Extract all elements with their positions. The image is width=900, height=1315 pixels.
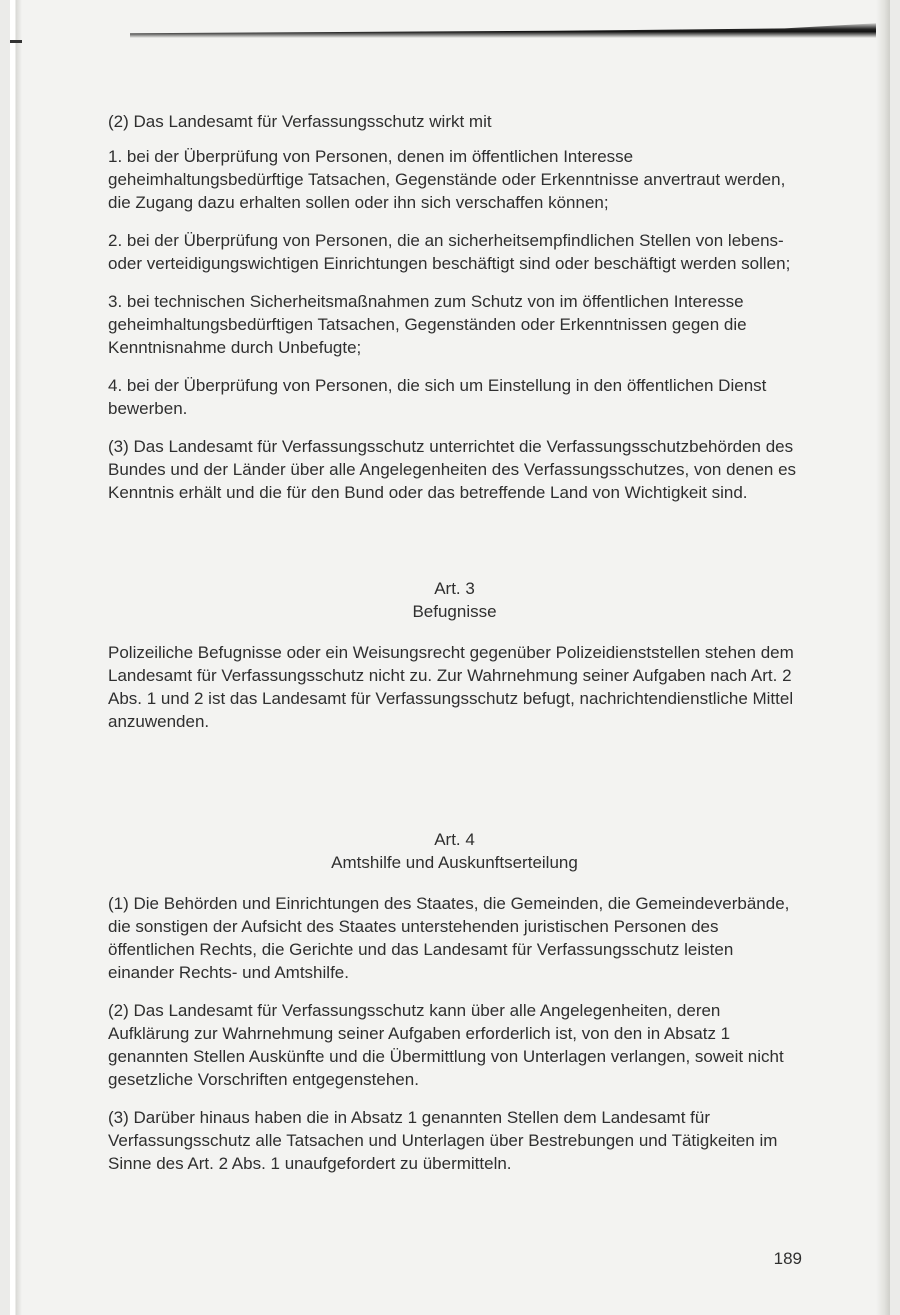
art4-paragraph-3: (3) Darüber hinaus haben die in Absatz 1 genannten Stellen dem Landesamt für Verfassungsschutz alle Tatsachen und Unterlagen über Bestrebungen und Tätigkeiten im Sinne des Art. 2 Abs. 1 unaufgefordert zu übermitteln. [108,1108,778,1173]
section-spacer [108,519,801,577]
scan-edge-left [10,0,22,1315]
scan-shadow-top [130,22,890,38]
art4-number: Art. 4 [434,830,475,849]
document-body [108,110,801,1190]
list-item-1: 1. bei der Überprüfung von Personen, denen im öffentlichen Interesse geheimhaltungsbedürftige Tatsachen, Gegenstände oder Erkenntnisse anvertraut werden, die Zugang dazu erhalten sollen oder ihn sich verschaffen können; [108,147,786,212]
paragraph-3: (3) Das Landesamt für Verfassungsschutz unterrichtet die Verfassungsschutzbehörden des Bundes und der Länder über alle Angelegenheiten des Verfassungsschutzes, von denen es Kenntnis erhält und die für den Bund oder das betreffende Land von Wichtigkeit sind. [108,437,797,502]
art3-paragraph: Polizeiliche Befugnisse oder ein Weisungsrecht gegenüber Polizeidienststellen stehen dem Landesamt für Verfassungsschutz nicht zu. Zur Wahrnehmung seiner Aufgaben nach Art. 2 Abs. 1 und 2 ist das Landesamt für Verfassungsschutz befugt, nachrichtendienstliche Mittel anzuwenden. [108,643,794,731]
art4-paragraph-2: (2) Das Landesamt für Verfassungsschutz kann über alle Angelegenheiten, deren Aufklärung zur Wahrnehmung seiner Aufgaben erforderlich ist, von den in Absatz 1 genannten Stellen Auskünfte und die Übermittlung von Unterlagen verlangen, soweit nicht gesetzliche Vorschriften entgegenstehen. [108,1001,784,1089]
scan-corner-mark [10,40,22,53]
art4-title: Amtshilfe und Auskunftserteilung [331,853,578,872]
scan-edge-right [876,0,890,1315]
art3-title: Befugnisse [412,602,497,621]
page-number: 189 [773,1249,802,1268]
art3-number: Art. 3 [434,579,475,598]
scanned-page [10,0,890,1315]
list-item-3: 3. bei technischen Sicherheitsmaßnahmen zum Schutz von im öffentlichen Interesse geheimhaltungsbedürftigen Tatsachen, Gegenständen oder Erkenntnissen gegen die Kenntnisnahme durch Unbefugte; [108,292,747,357]
art4-paragraph-1: (1) Die Behörden und Einrichtungen des Staates, die Gemeinden, die Gemeindeverbände, die sonstigen der Aufsicht des Staates unterstehenden juristischen Personen des öffentlichen Rechts, die Gerichte und das Landesamt für Verfassungsschutz leisten einander Rechts- und Amtshilfe. [108,894,790,982]
list-item-2: 2. bei der Überprüfung von Personen, die an sicherheitsempfindlichen Stellen von lebens- oder verteidigungswichtigen Einrichtungen beschäftigt sind oder beschäftigt werden sollen; [108,231,791,273]
section-spacer [108,748,801,828]
paragraph-2-intro: (2) Das Landesamt für Verfassungsschutz wirkt mit [108,112,492,131]
list-item-4: 4. bei der Überprüfung von Personen, die sich um Einstellung in den öffentlichen Dienst bewerben. [108,376,767,418]
